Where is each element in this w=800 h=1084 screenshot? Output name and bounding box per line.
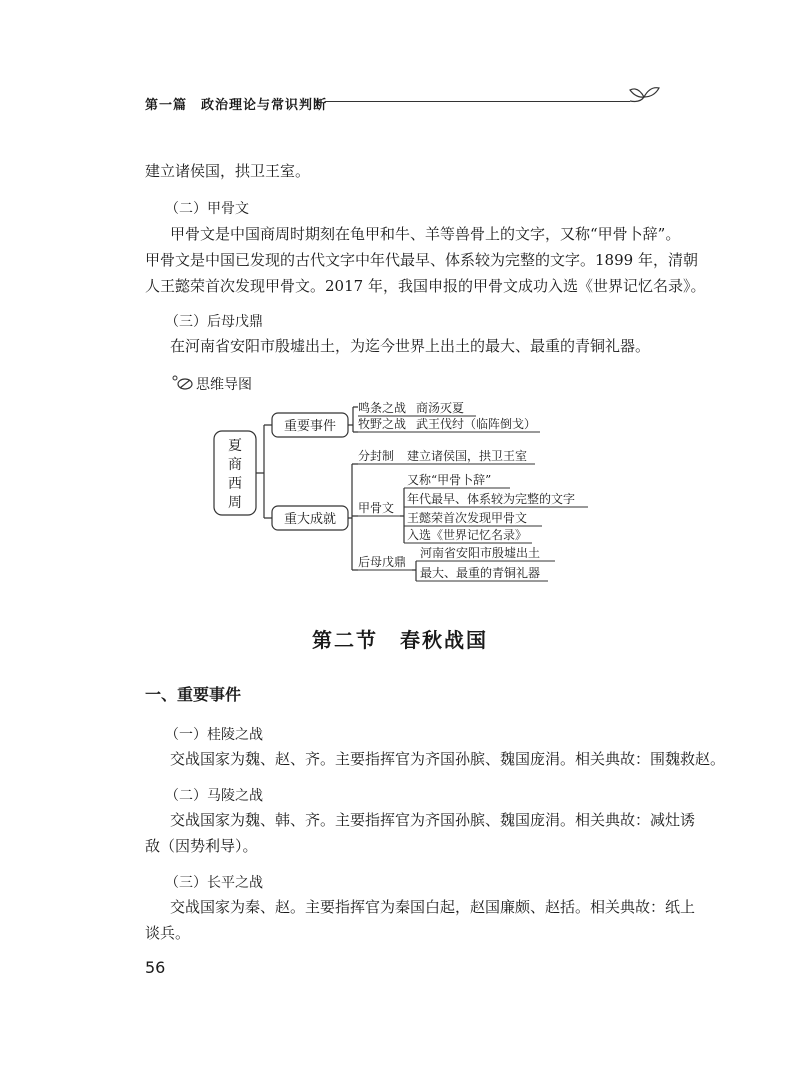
root-char-4: 周 <box>228 495 242 511</box>
mindmap-diagram <box>210 395 610 590</box>
events-label: 重要事件 <box>283 419 337 434</box>
jiagu-line-3: 人王懿荣首次发现甲骨文。2017 年，我国申报的甲骨文成功入选《世界记忆名录》。 <box>145 277 706 295</box>
jiagu-name: 甲骨文 <box>358 501 395 515</box>
continued-text: 建立诸侯国，拱卫王室。 <box>145 162 311 180</box>
guiling-heading: （一）桂陵之战 <box>165 727 263 743</box>
houmu-item-1: 河南省安阳市殷墟出土 <box>420 546 541 560</box>
houmu-line: 在河南省安阳市殷墟出土，为迄今世界上出土的最大、最重的青铜礼器。 <box>170 337 651 355</box>
jiagu-item-1: 又称“甲骨卜辞” <box>407 473 492 487</box>
jiagu-heading: （二）甲骨文 <box>165 201 249 217</box>
page-number: 56 <box>145 958 166 977</box>
mindmap-icon <box>172 375 194 391</box>
jiagu-item-2: 年代最早、体系较为完整的文字 <box>407 492 576 506</box>
jiagu-line-2: 甲骨文是中国已发现的古代文字中年代最早、体系较为完整的文字。1899 年，清朝 <box>145 251 698 269</box>
fenfeng-name: 分封制 <box>358 449 395 463</box>
jiagu-line-1: 甲骨文是中国商周时期刻在龟甲和牛、羊等兽骨上的文字，又称“甲骨卜辞”。 <box>170 225 681 243</box>
jiagu-item-3: 王懿荣首次发现甲骨文 <box>407 511 528 525</box>
running-header: 第一篇 政治理论与常识判断 <box>145 98 328 113</box>
root-char-1: 夏 <box>228 438 242 454</box>
section-heading: 一、重要事件 <box>145 685 242 704</box>
chapter-title: 第二节 春秋战国 <box>312 628 488 652</box>
houmu-heading: （三）后母戊鼎 <box>165 314 263 330</box>
achievements-label: 重大成就 <box>283 512 337 527</box>
houmu-item-2: 最大、最重的青铜礼器 <box>420 566 541 580</box>
event-1-name: 鸣条之战 <box>358 401 407 415</box>
changping-line-2: 谈兵。 <box>145 924 191 942</box>
houmu-name: 后母戊鼎 <box>358 555 407 569</box>
jiagu-item-4: 入选《世界记忆名录》 <box>407 528 528 542</box>
header-rule <box>325 101 630 102</box>
event-2-name: 牧野之战 <box>358 417 407 431</box>
sprout-icon <box>626 82 662 108</box>
root-char-3: 西 <box>228 476 242 492</box>
maling-line-2: 敌（因势利导）。 <box>145 837 258 855</box>
maling-line-1: 交战国家为魏、韩、齐。主要指挥官为齐国孙膑、魏国庞涓。相关典故：减灶诱 <box>170 811 696 829</box>
changping-heading: （三）长平之战 <box>165 875 263 891</box>
fenfeng-desc: 建立诸侯国，拱卫王室 <box>407 449 528 463</box>
event-1-desc: 商汤灭夏 <box>416 401 465 415</box>
root-char-2: 商 <box>228 457 242 473</box>
maling-heading: （二）马陵之战 <box>165 788 263 804</box>
guiling-line-1: 交战国家为魏、赵、齐。主要指挥官为齐国孙膑、魏国庞涓。相关典故：围魏救赵。 <box>170 750 726 768</box>
mindmap-label: 思维导图 <box>196 377 252 393</box>
changping-line-1: 交战国家为秦、赵。主要指挥官为秦国白起，赵国廉颇、赵括。相关典故：纸上 <box>170 898 696 916</box>
event-2-desc: 武王伐纣（临阵倒戈） <box>416 417 537 431</box>
